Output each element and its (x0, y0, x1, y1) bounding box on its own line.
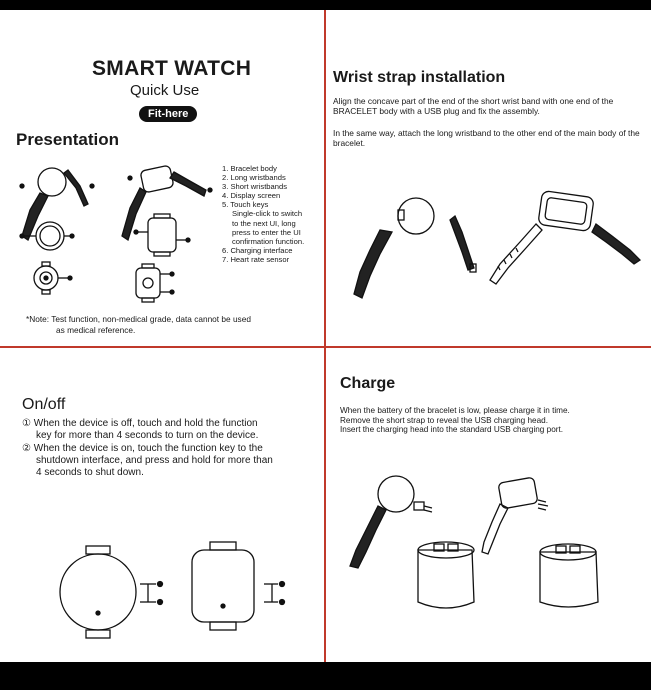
legend-item: 1. Bracelet body (222, 164, 277, 173)
step-text: 4 seconds to shut down. (36, 467, 144, 479)
square-watch-sensor-drawing (136, 264, 174, 302)
step-marker: ② (22, 442, 31, 454)
square-watch-straps-drawing (122, 165, 212, 240)
legend-item: 4. Display screen (222, 191, 281, 201)
onoff-step-2 (22, 443, 312, 455)
wrist-round-assembly-drawing (354, 198, 476, 298)
charge-line: Insert the charging head into the standard USB charging port. (340, 425, 564, 434)
charge-round-watch-drawing (350, 476, 432, 568)
onoff-round-watch-drawing (60, 546, 163, 638)
onoff-square-watch-drawing (192, 542, 285, 630)
step-text: shutdown interface, and press and hold for more than (36, 454, 273, 466)
charge-instructions (340, 406, 640, 435)
legend-item: Single-click to switch (232, 209, 303, 219)
step-text: When the device is on, touch the function key to the (33, 442, 263, 454)
step-text: When the device is off, touch and hold the function (33, 418, 258, 429)
legend-item: press to enter the UI (232, 227, 301, 237)
charge-heading: Charge (340, 375, 396, 392)
round-watch-sensor-drawing (34, 262, 72, 294)
legend-item: 7. Heart rate sensor (222, 254, 290, 264)
legend-item: 2. Long wristbands (222, 173, 286, 183)
onoff-steps (22, 418, 312, 479)
charge-usb-adapter-right-drawing (540, 544, 598, 607)
wrist-square-assembly-drawing (490, 191, 640, 284)
quick-use-subtitle: Quick Use (130, 82, 200, 99)
legend-item: to the next UI, long (232, 218, 296, 228)
step-marker: ① (22, 418, 31, 429)
note-line: as medical reference. (56, 324, 136, 335)
product-title: SMART WATCH (92, 57, 252, 80)
legend-item: confirmation function. (232, 236, 305, 246)
charge-line: When the battery of the bracelet is low, please charge it in time. (340, 406, 570, 415)
charge-usb-adapter-left-drawing (418, 542, 474, 608)
wrist-instruction-1: Align the concave part of the end of the short wrist band with one end of the BRACELET body with a USB plug and fix the assembly. (333, 96, 614, 117)
onoff-heading: On/off (22, 396, 66, 413)
charge-line: Remove the short strap to reveal the USB charging head. (340, 415, 548, 425)
step-text: key for more than 4 seconds to turn on the device. (36, 430, 259, 442)
onoff-step-1 (22, 418, 312, 430)
wrist-strap-heading: Wrist strap installation (333, 69, 506, 86)
manual-sheet (0, 10, 651, 662)
wrist-instruction-2: In the same way, attach the long wristband to the other end of the main body of the bracelet. (333, 128, 640, 149)
legend-item: 3. Short wristbands (222, 182, 287, 192)
charge-square-watch-drawing (482, 477, 548, 554)
square-watch-back-drawing (134, 214, 190, 256)
presentation-heading: Presentation (16, 130, 119, 149)
legend-item: 5. Touch keys (222, 200, 269, 210)
medical-note (26, 314, 316, 335)
parts-legend (222, 164, 322, 264)
note-line: *Note: Test function, non-medical grade, data cannot be used (26, 314, 251, 324)
fit-here-badge: Fit-here (139, 106, 197, 122)
legend-item: 6. Charging interface (222, 245, 293, 255)
